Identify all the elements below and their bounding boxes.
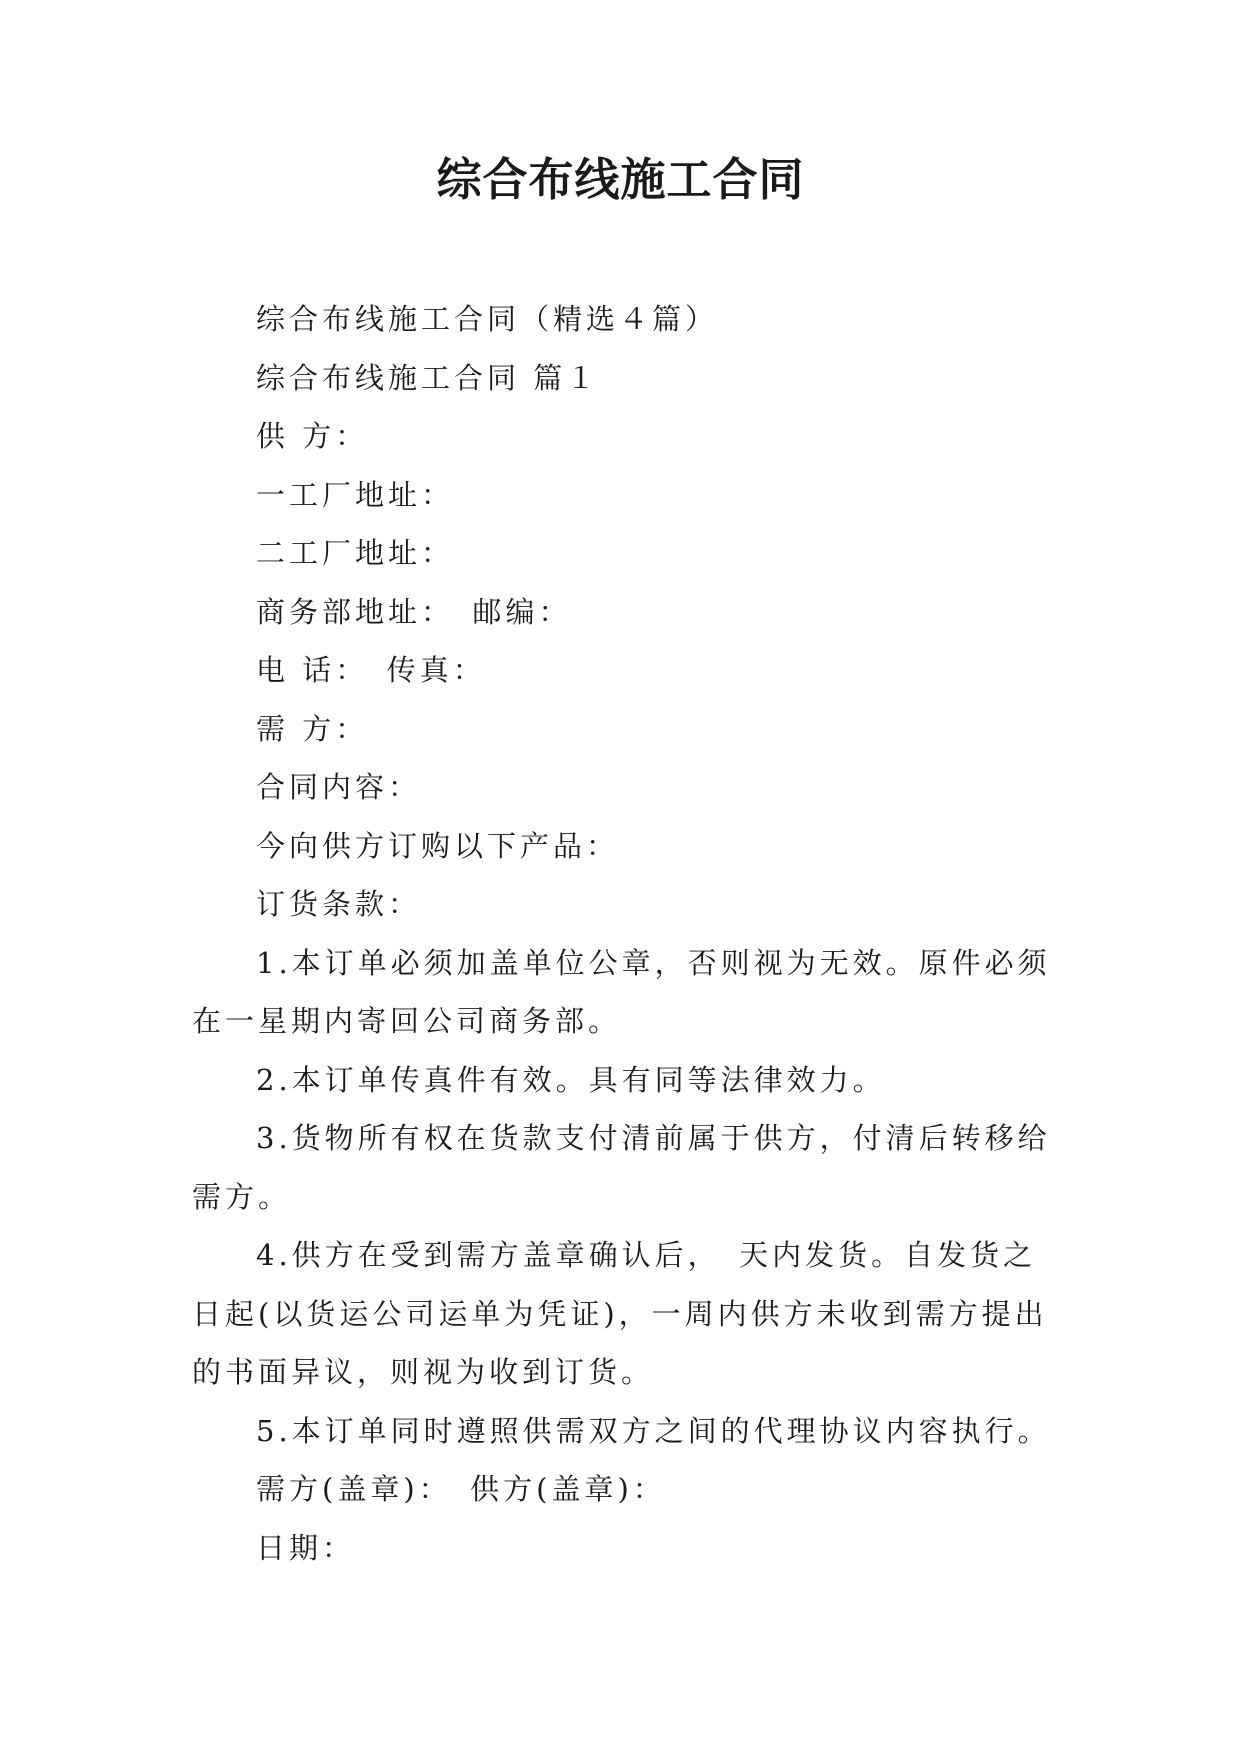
factory-2-address: 二工厂地址：	[256, 536, 455, 570]
contract-content-label: 合同内容：	[256, 770, 422, 804]
buyer-label: 需 方：	[256, 711, 369, 746]
term-4-line-1: 4.供方在受到需方盖章确认后， 天内发货。自发货之	[256, 1238, 1037, 1272]
date-line: 日期：	[256, 1530, 356, 1565]
supplier-label: 供 方：	[256, 419, 369, 453]
term-1-line-1: 1.本订单必须加盖单位公章，否则视为无效。原件必须	[256, 945, 1051, 980]
order-intro: 今向供方订购以下产品：	[256, 828, 620, 863]
term-4-line-3: 的书面异议，则视为收到订货。	[192, 1355, 655, 1389]
section-heading: 综合布线施工合同 篇１	[256, 360, 600, 395]
term-1-line-2: 在一星期内寄回公司商务部。	[192, 1004, 622, 1038]
term-3-line-1: 3.货物所有权在货款支付清前属于供方，付清后转移给	[256, 1121, 1051, 1155]
phone-fax: 电 话： 传真：	[256, 653, 486, 687]
document-body	[192, 290, 1072, 1577]
document-title: 综合布线施工合同	[436, 153, 805, 206]
term-3-line-2: 需方。	[192, 1179, 292, 1214]
term-4-line-2: 日起(以货运公司运单为凭证)，一周内供方未收到需方提出	[192, 1296, 1048, 1331]
term-5: 5.本订单同时遵照供需双方之间的代理协议内容执行。	[256, 1413, 1051, 1448]
business-address-postcode: 商务部地址： 邮编：	[256, 594, 572, 629]
factory-1-address: 一工厂地址：	[256, 477, 455, 512]
subtitle-line: 综合布线施工合同（精选４篇）	[256, 302, 719, 336]
order-terms-label: 订货条款：	[256, 887, 422, 921]
signature-line: 需方(盖章)： 供方(盖章)：	[256, 1472, 666, 1506]
term-2: 2.本订单传真件有效。具有同等法律效力。	[256, 1062, 886, 1097]
